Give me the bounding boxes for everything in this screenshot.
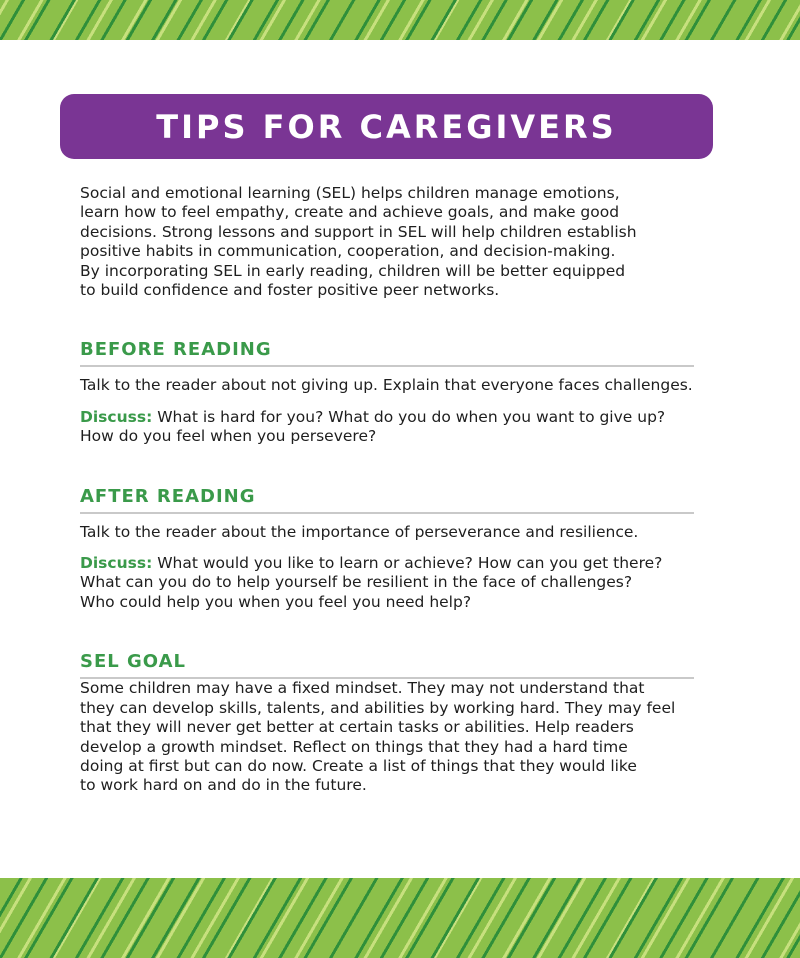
before-reading-heading: BEFORE READING — [80, 340, 694, 367]
after-reading-lead: Talk to the reader about the importance of perseverance and resilience. — [80, 522, 639, 541]
sel-goal-text: Some children may have a fixed mindset. They may not understand that they can develop skills, talents, and abilities by working hard. They may feel that they will never get better at certain tasks or abilities. Help readers develop a growth mindset. Reflect on things that they had a hard time doing at first but can do now. Create a list of things that they would like to work hard on and do in the future. — [80, 679, 676, 795]
sel-goal-heading: SEL GOAL — [80, 652, 694, 679]
page-title: TIPS FOR CAREGIVERS — [156, 107, 617, 146]
before-reading-discuss — [80, 408, 700, 447]
after-reading-discuss — [80, 554, 700, 612]
after-reading-heading: AFTER READING — [80, 487, 694, 514]
before-reading-section — [80, 340, 700, 446]
discuss-label: Discuss: — [80, 554, 153, 573]
after-reading-section — [80, 487, 700, 613]
main-content — [80, 184, 700, 796]
before-reading-lead: Talk to the reader about not giving up. Explain that everyone faces challenges. — [80, 376, 693, 395]
intro-paragraph: Social and emotional learning (SEL) helps children manage emotions, learn how to feel empathy, create and achieve goals, and make good decisions. Strong lessons and support in SEL will help children establish positive habits in communication, cooperation, and decision-making. By incorporating SEL in early reading, children will be better equipped to build confidence and foster positive peer networks. — [80, 184, 637, 300]
sel-goal-section — [80, 652, 700, 795]
discuss-label: Discuss: — [80, 407, 153, 426]
bottom-decorative-band — [0, 878, 800, 958]
discuss-questions: What would you like to learn or achieve? How can you get there? What can you do to help yourself be resilient in the face of challenges? Who could help you when you feel you need help? — [80, 554, 663, 611]
discuss-questions: What is hard for you? What do you do when you want to give up? How do you feel when you persevere? — [80, 407, 666, 446]
top-decorative-band — [0, 0, 800, 40]
title-banner — [60, 94, 713, 159]
